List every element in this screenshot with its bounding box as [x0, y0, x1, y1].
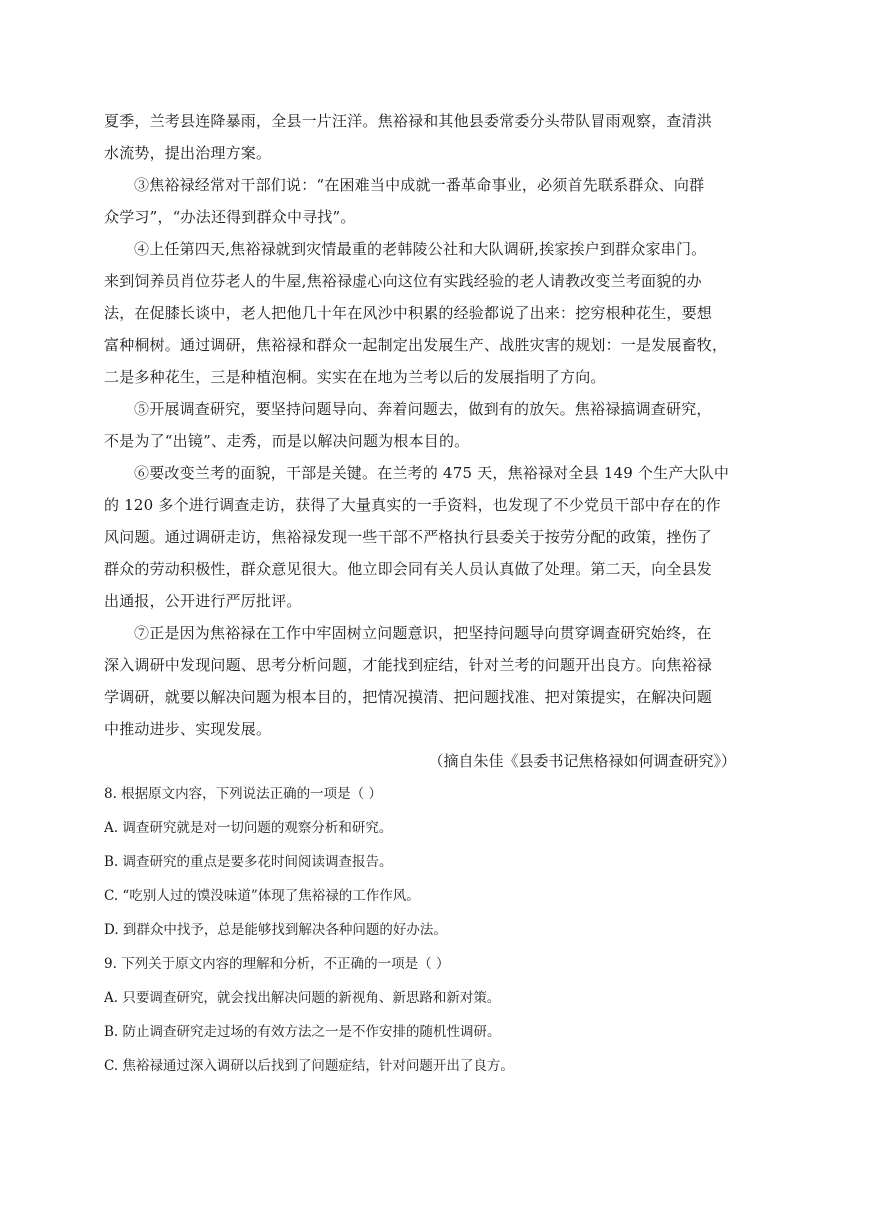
text-line: ⑦正是因为焦裕禄在工作中牢固树立问题意识，把坚持问题导向贯穿调查研究始终，在	[134, 624, 712, 642]
text-line: ⑤开展调查研究，要坚持问题导向、奔着问题去，做到有的放矢。焦裕禄搞调查研究，	[134, 400, 712, 418]
text-line: 法，在促膝长谈中，老人把他几十年在风沙中积累的经验都说了出来：挖穷根种花生，要想	[104, 304, 713, 322]
text-line: 群众的劳动积极性，群众意见很大。他立即会同有关人员认真做了处理。第二天，向全县发	[104, 560, 713, 578]
paragraph-7	[104, 617, 764, 745]
text-line: 众学习”，“办法还得到群众中寻找”。	[104, 208, 356, 226]
document-page	[104, 105, 764, 1083]
text-line: 水流势，提出治理方案。	[104, 144, 272, 162]
paragraph-5	[104, 393, 764, 457]
text-line: 风问题。通过调研走访，焦裕禄发现一些干部不严格执行县委关于按劳分配的政策，挫伤了	[104, 528, 713, 546]
text-line: 的 120 多个进行调查走访，获得了大量真实的一手资料，也发现了不少党员干部中存在的作	[104, 496, 721, 514]
text-line: 学调研，就要以解决问题为根本目的，把情况摸清、把问题找准、把对策提实，在解决问题	[104, 688, 713, 706]
paragraph-4	[104, 233, 764, 393]
option-a: A. 只要调查研究，就会找出解决问题的新视角、新思路和新对策。	[104, 990, 501, 1006]
paragraph-intro	[104, 105, 764, 169]
text-line: 中推动进步、实现发展。	[104, 720, 272, 738]
paragraph-3	[104, 169, 764, 233]
text-line: 出通报，公开进行严厉批评。	[104, 592, 302, 610]
option-b: B. 调查研究的重点是要多花时间阅读调查报告。	[104, 854, 393, 870]
text-line: ④上任第四天,焦裕禄就到灾情最重的老韩陵公社和大队调研,挨家挨户到群众家串门。	[134, 240, 707, 258]
option-c: C. 焦裕禄通过深入调研以后找到了问题症结，针对问题开出了良方。	[104, 1058, 514, 1074]
text-line: 夏季，兰考县连降暴雨，全县一片汪洋。焦裕禄和其他县委常委分头带队冒雨观察，查清洪	[104, 112, 713, 130]
option-a: A. 调查研究就是对一切问题的观察分析和研究。	[104, 820, 393, 836]
option-c: C. “吃别人过的馍没味道”体现了焦裕禄的工作作风。	[104, 888, 420, 904]
question-8	[104, 777, 764, 947]
paragraph-6	[104, 457, 764, 617]
option-d: D. 到群众中找予，总是能够找到解决各种问题的好办法。	[104, 922, 447, 938]
text-line: ③焦裕禄经常对干部们说：“在困难当中成就一番革命事业，必须首先联系群众、向群	[134, 176, 705, 194]
question-stem: 8. 根据原文内容，下列说法正确的一项是（ ）	[104, 786, 382, 802]
text-line: 来到饲养员肖位芬老人的牛屋,焦裕禄虚心向这位有实践经验的老人请教改变兰考面貌的办	[104, 272, 702, 290]
text-line: 富种桐树。通过调研，焦裕禄和群众一起制定出发展生产、战胜灾害的规划：一是发展畜牧，	[104, 336, 728, 354]
question-9	[104, 947, 764, 1083]
text-line: 不是为了“出镜”、走秀，而是以解决问题为根本目的。	[104, 432, 470, 450]
text-line: 深入调研中发现问题、思考分析问题，才能找到症结，针对兰考的问题开出良方。向焦裕禄	[104, 656, 713, 674]
source-citation: （摘自朱佳《县委书记焦格禄如何调查研究》）	[428, 752, 736, 770]
question-stem: 9. 下列关于原文内容的理解和分析，不正确的一项是（ ）	[104, 956, 450, 972]
text-line: 二是多种花生，三是种植泡桐。实实在在地为兰考以后的发展指明了方向。	[104, 368, 606, 386]
option-b: B. 防止调查研究走过场的有效方法之一是不作安排的随机性调研。	[104, 1024, 501, 1040]
text-line: ⑥要改变兰考的面貌，干部是关键。在兰考的 475 天，焦裕禄对全县 149 个生产大队中	[134, 464, 730, 482]
